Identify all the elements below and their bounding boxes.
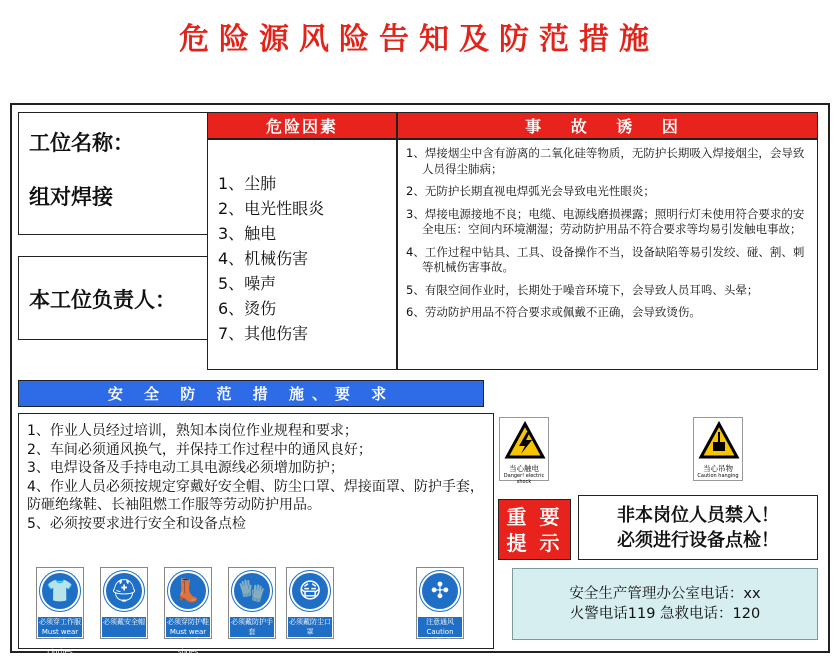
ventilation-icon: ✣ 注意通风 Caution ventilation — [416, 567, 464, 639]
dust-mask-icon: 😷 必须戴防尘口罩 — [286, 567, 334, 639]
cause-item: 1、焊接烟尘中含有游离的二氧化硅等物质，无防护长期吸入焊接烟尘，会导致人员得尘肺病； — [406, 146, 805, 176]
measure-item: 5、必须按要求进行安全和设备点检 — [27, 515, 246, 532]
measure-item: 1、作业人员经过培训，熟知本岗位作业规程和要求； — [27, 423, 358, 439]
electric-shock-icon: 当心触电 Danger! electric shock — [499, 417, 549, 481]
station-panel — [18, 112, 208, 235]
page-title: 危险源风险告知及防范措施 — [179, 22, 659, 57]
work-clothes-icon: 👕 必须穿工作服 Must wear working clothes — [36, 567, 84, 639]
protective-shoes-icon: 👢 必须穿防护鞋 Must wear protective shoes — [164, 567, 212, 639]
cause-item: 3、焊接电源接地不良；电缆、电源线磨损裸露；照明行灯未使用符合要求的安全电压：空间内环境潮湿；劳动防护用品不符合要求等均易引发触电事故； — [406, 206, 805, 236]
responsible-panel — [18, 256, 208, 340]
measure-item: 4、作业人员必须按规定穿戴好安全帽、防尘口罩、焊接面罩、防护手套，防砸绝缘鞋、长袖阻燃工作服等劳动防护用品。 — [27, 478, 484, 513]
hazard-item: 6、烫伤 — [218, 299, 277, 318]
phone-line-2: 火警电话119 急救电话：120 — [569, 606, 761, 622]
cause-item: 4、工作过程中钻具、工具、设备操作不当，设备缺陷等易引发绞、碰、割、刺等机械伤害事故。 — [406, 244, 805, 274]
station-value: 组对焊接 — [29, 185, 113, 209]
hazard-item: 1、尘肺 — [218, 174, 277, 193]
phone-line-1: 安全生产管理办公室电话：xx — [569, 586, 761, 602]
hazards-panel — [207, 139, 397, 370]
restricted-notice — [578, 495, 818, 560]
responsible-label: 本工位负责人： — [29, 288, 176, 312]
station-label: 工位名称： — [29, 131, 134, 155]
cause-item: 5、有限空间作业时，长期处于噪音环境下，会导致人员耳鸣、头晕； — [406, 282, 759, 297]
hazard-item: 5、噪声 — [218, 274, 277, 293]
helmet-icon: ⛑ 必须戴安全帽 — [100, 567, 148, 639]
gloves-icon: 🧤 必须戴防护手套 — [228, 567, 276, 639]
measure-item: 2、车间必须通风换气，并保持工作过程中的通风良好； — [27, 441, 372, 458]
measure-item: 3、电焊设备及手持电动工具电源线必须增加防护； — [27, 460, 344, 476]
cause-item: 6、劳动防护用品不符合要求或佩戴不正确，会导致烫伤。 — [406, 305, 701, 319]
hazard-item: 2、电光性眼炎 — [218, 199, 325, 218]
causes-header: 事 故 诱 因 — [397, 112, 818, 139]
notice-line-2: 必须进行设备点检！ — [617, 529, 779, 551]
important-notice-badge: 重 要 提 示 — [498, 499, 571, 560]
cause-item: 2、无防护长期直视电焊弧光会导致电光性眼炎； — [406, 184, 655, 198]
measures-header: 安 全 防 范 措 施、要 求 — [18, 380, 484, 407]
causes-panel — [397, 139, 818, 370]
notice-line-1: 非本岗位人员禁入！ — [617, 504, 779, 526]
hazard-item: 3、触电 — [218, 224, 277, 243]
hazards-header: 危险因素 — [207, 112, 397, 139]
phone-panel — [512, 568, 818, 640]
hanging-load-icon: 当心吊物 Caution hanging — [693, 417, 743, 481]
hazard-item: 7、其他伤害 — [218, 324, 309, 343]
hazard-item: 4、机械伤害 — [218, 249, 309, 268]
